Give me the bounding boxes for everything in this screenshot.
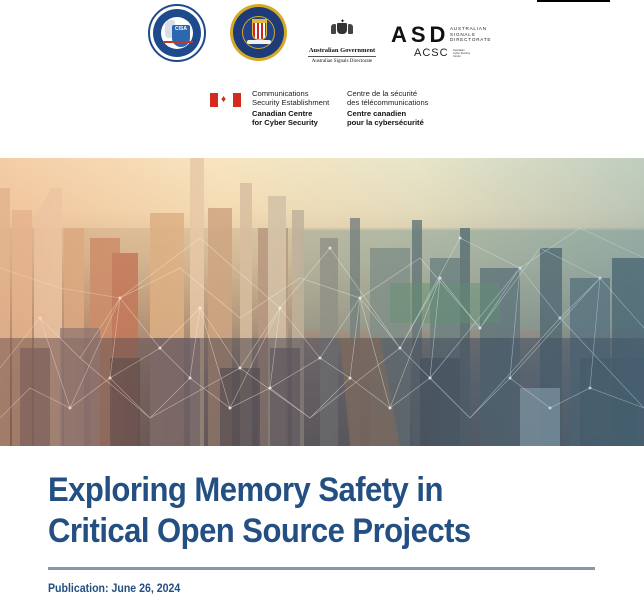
- cisa-label: CISA: [175, 26, 187, 32]
- agency-logos: [0, 0, 644, 75]
- publication-date: Publication: June 26, 2024: [48, 583, 181, 595]
- asd-full-name: AUSTRALIAN SIGNALS DIRECTORATE: [450, 26, 492, 43]
- acsc-full-name: Australian Cyber Security Centre: [453, 49, 471, 58]
- fbi-crest-icon: [252, 22, 267, 40]
- fbi-seal-icon: [230, 4, 287, 61]
- asd-wordmark: ASD: [391, 22, 450, 47]
- australian-government-logo: [306, 20, 378, 64]
- acsc-wordmark: ACSC: [414, 47, 449, 59]
- canada-english-name: Communications Security Establishment Canadian Centre for Cyber Security: [252, 89, 330, 127]
- coat-of-arms-icon: ✦: [331, 20, 353, 36]
- canada-french-name: Centre de la sécurité des télécommunications Centre canadien pour la cybersécurité: [347, 89, 429, 127]
- city-network-image: [0, 158, 644, 446]
- document-title: [48, 470, 471, 552]
- cisa-seal-icon: [148, 4, 206, 62]
- asd-logo: [391, 24, 501, 64]
- canada-flag-icon: ♦: [210, 93, 241, 107]
- title-line-2: Critical Open Source Projects: [48, 512, 471, 550]
- title-divider: [48, 567, 595, 570]
- australian-government-name: Australian Government: [308, 47, 376, 54]
- title-line-1: Exploring Memory Safety in: [48, 471, 443, 509]
- asd-subtitle: Australian Signals Directorate: [311, 59, 373, 64]
- canadian-centre-logo: [210, 90, 450, 134]
